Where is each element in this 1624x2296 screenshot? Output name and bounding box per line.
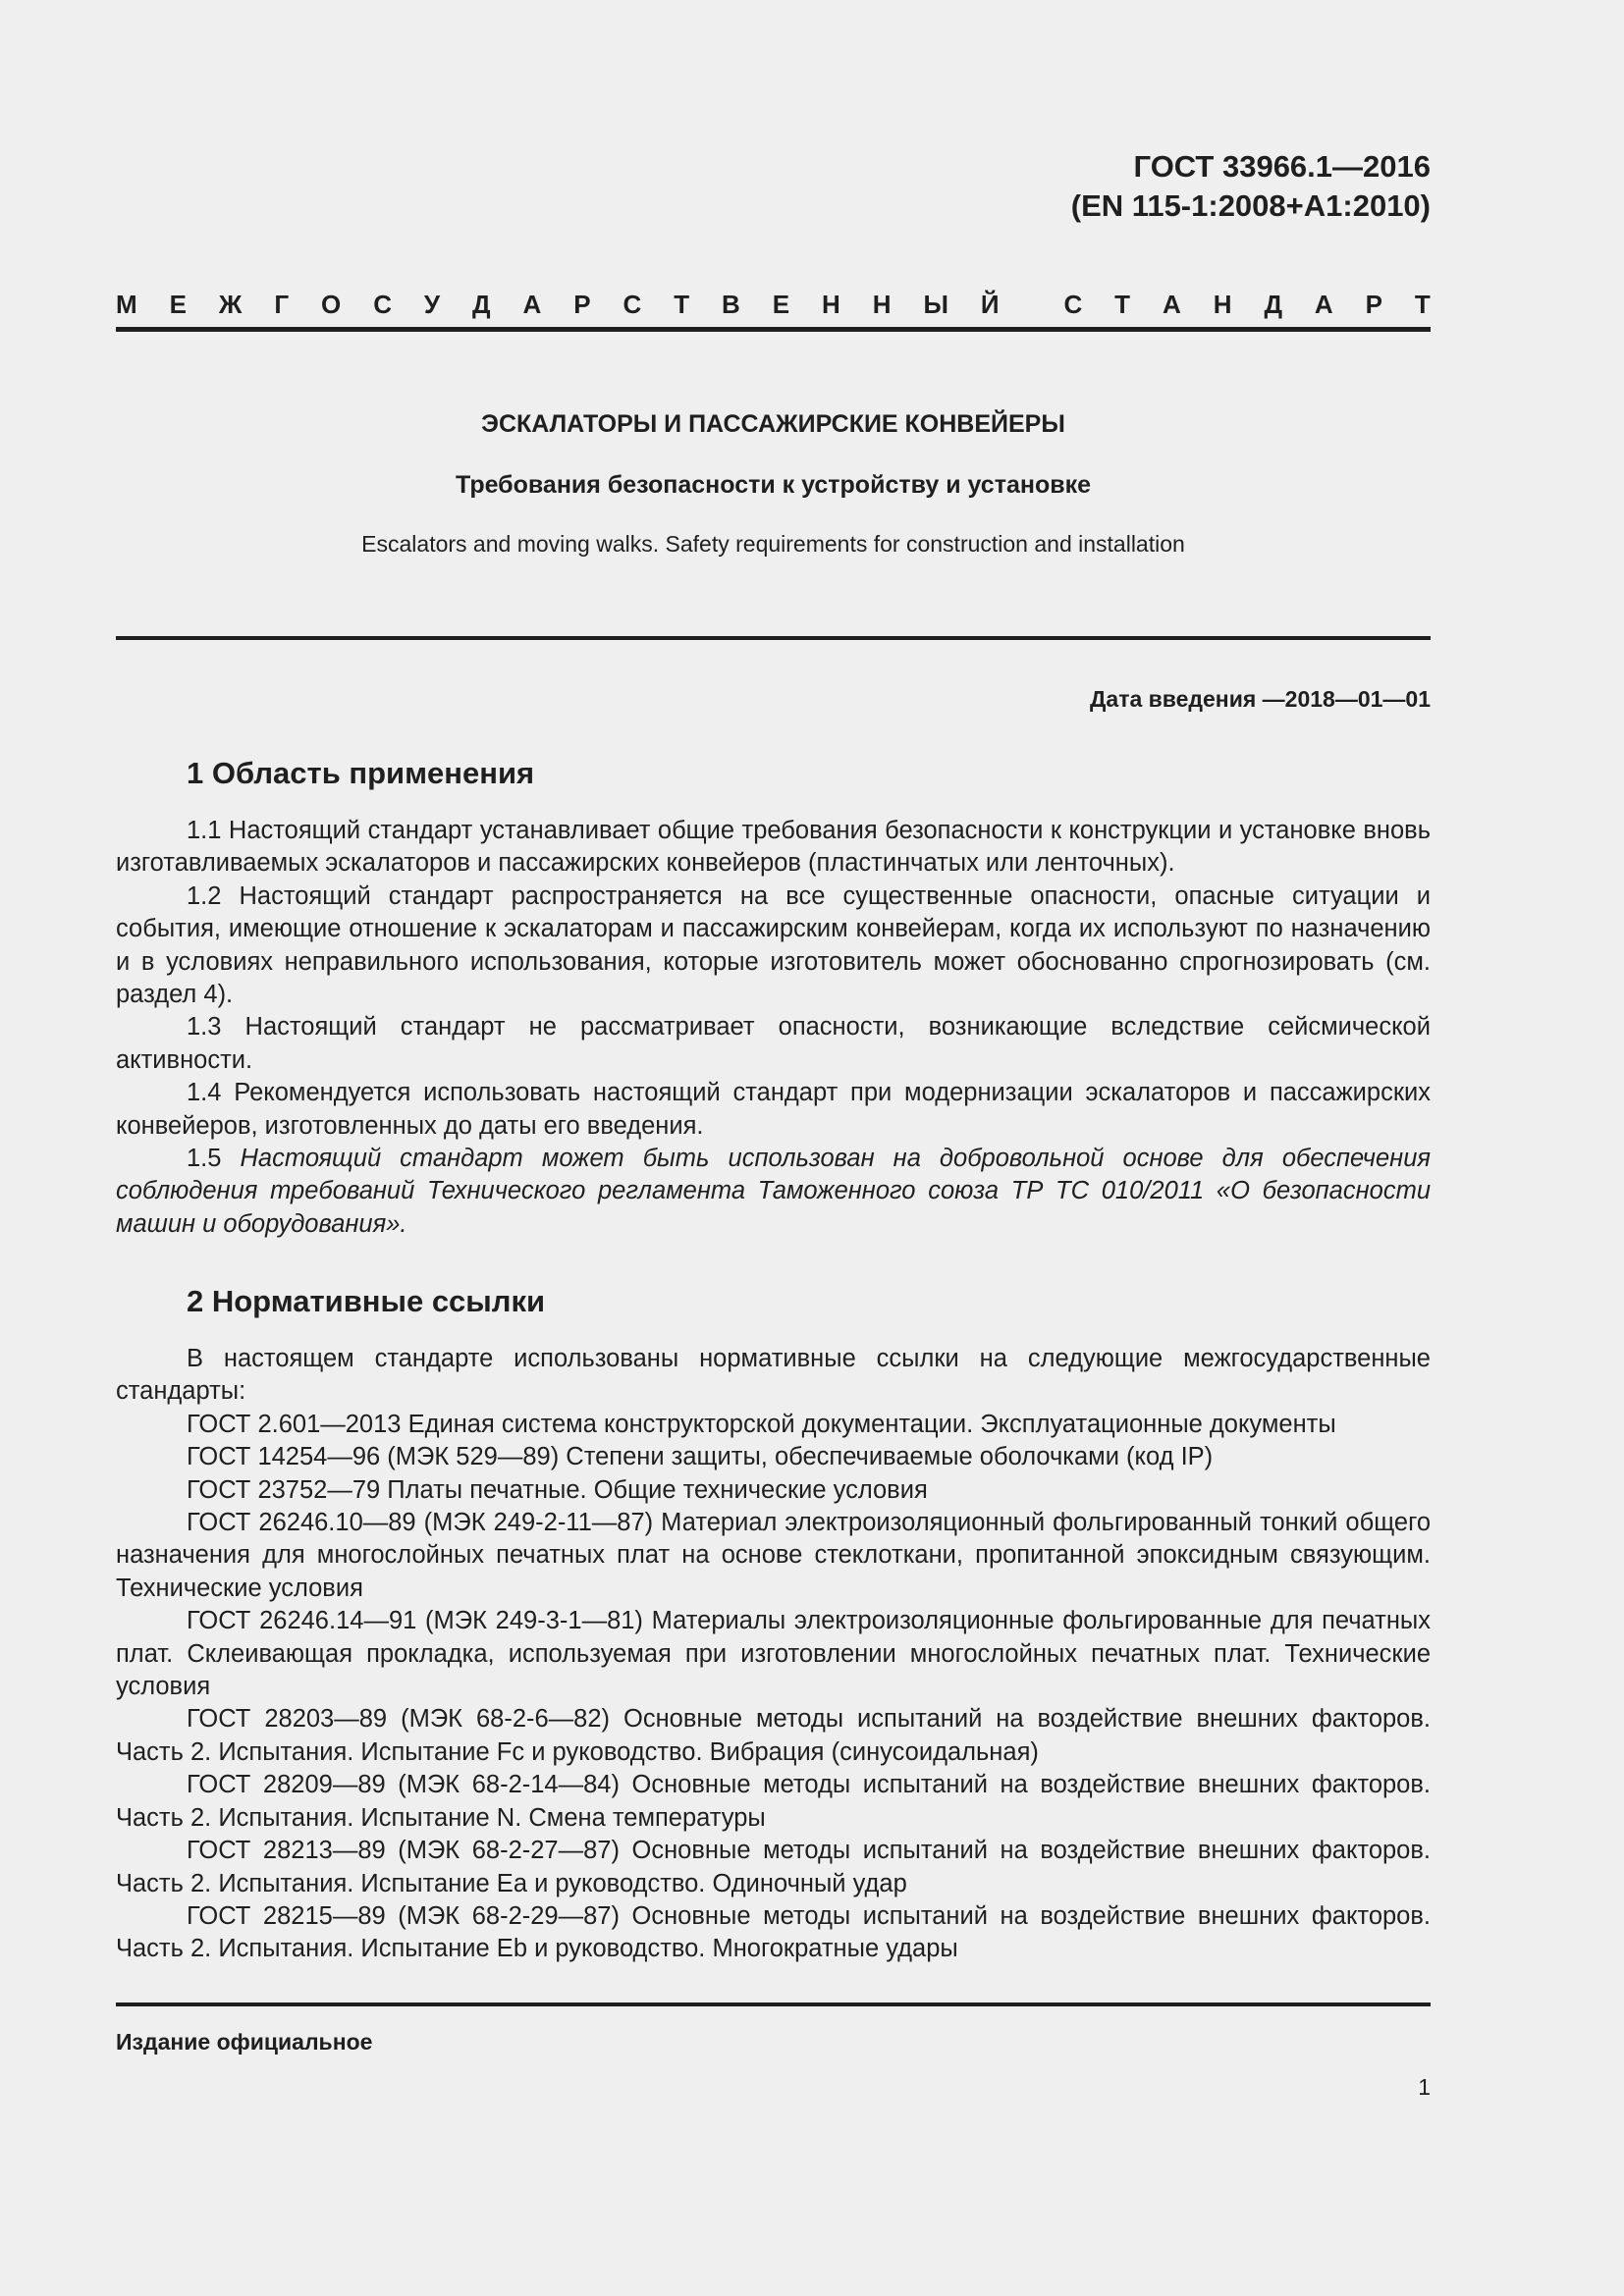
banner-letter: Н bbox=[872, 290, 892, 319]
section-2-body bbox=[116, 1343, 1431, 1966]
banner-letter: В bbox=[722, 290, 740, 319]
section-2-intro: В настоящем стандарте использованы нормативные ссылки на следующие межгосударственные стандарты: bbox=[116, 1345, 1431, 1406]
reference-item: ГОСТ 26246.14—91 (МЭК 249-3-1—81) Материалы электроизоляционные фольгированные для печатных плат. Склеивающая прокладка, используемая при изготовлении многослойных печатных плат. Технические условия bbox=[116, 1607, 1431, 1701]
section-2-heading: 2 Нормативные ссылки bbox=[187, 1284, 546, 1318]
paragraph-1-5 bbox=[116, 1143, 1431, 1241]
banner-letter: С bbox=[1063, 290, 1083, 319]
banner-letter: Т bbox=[1114, 290, 1131, 319]
english-title: Escalators and moving walks. Safety requirements for construction and installation bbox=[361, 531, 1185, 557]
banner-letter: У bbox=[423, 290, 441, 319]
introduction-date: Дата введения —2018—01—01 bbox=[1090, 686, 1431, 712]
standard-number-gost: ГОСТ 33966.1—2016 bbox=[1133, 149, 1431, 184]
standard-number-en: (EN 115-1:2008+A1:2010) bbox=[1070, 188, 1431, 223]
banner-letter: С bbox=[373, 290, 392, 319]
banner-letter: Г bbox=[274, 290, 290, 319]
banner-letter: А bbox=[1314, 290, 1333, 319]
banner-letter: Е bbox=[169, 290, 187, 319]
banner-letter: А bbox=[522, 290, 542, 319]
paragraph-1-5-number: 1.5 bbox=[187, 1145, 222, 1173]
paragraph-1-5-text: Настоящий стандарт может быть использован на добровольной основе для обеспечения соблюдения требований Технического регламента Таможенного союза ТР ТС 010/2011 «О безопасности машин и оборудования». bbox=[116, 1145, 1431, 1238]
banner-letter: Е bbox=[772, 290, 790, 319]
banner-letter: Ж bbox=[218, 290, 243, 319]
reference-item: ГОСТ 26246.10—89 (МЭК 249-2-11—87) Материал электроизоляционный фольгированный тонкий общего назначения для многослойных печатных плат на основе стеклоткани, пропитанной эпоксидным связующим. Технические условия bbox=[116, 1509, 1431, 1602]
reference-item: ГОСТ 14254—96 (МЭК 529—89) Степени защиты, обеспечиваемые оболочками (код IP) bbox=[187, 1443, 1214, 1471]
banner-letter: Р bbox=[1365, 290, 1382, 319]
interstate-standard-banner bbox=[116, 285, 1431, 324]
paragraph-1-3: 1.3 Настоящий стандарт не рассматривает опасности, возникающие вследствие сейсмической активности. bbox=[116, 1013, 1431, 1074]
banner-letter: М bbox=[116, 290, 137, 319]
reference-item: ГОСТ 23752—79 Платы печатные. Общие технические условия bbox=[187, 1475, 928, 1504]
banner-letter: О bbox=[321, 290, 342, 319]
paragraph-1-4: 1.4 Рекомендуется использовать настоящий стандарт при модернизации эскалаторов и пассажирских конвейеров, изготовленных до даты его введения. bbox=[116, 1079, 1431, 1140]
banner-letter: Н bbox=[1213, 290, 1232, 319]
banner-letter: Р bbox=[573, 290, 591, 319]
paragraph-1-1: 1.1 Настоящий стандарт устанавливает общие требования безопасности к конструкции и установке вновь изготавливаемых эскалаторов и пассажирских конвейеров (пластинчатых или ленточных). bbox=[116, 817, 1431, 878]
reference-item: ГОСТ 28203—89 (МЭК 68-2-6—82) Основные методы испытаний на воздействие внешних факторов. Часть 2. Испытания. Испытание Fc и руководство. Вибрация (синусоидальная) bbox=[116, 1705, 1431, 1766]
banner-letter: Д bbox=[472, 290, 491, 319]
document-subtitle: Требования безопасности к устройству и установке bbox=[456, 471, 1091, 499]
banner-letter: Т bbox=[674, 290, 690, 319]
banner-letter: Т bbox=[1414, 290, 1431, 319]
banner-letter: Й bbox=[980, 290, 1000, 319]
reference-item: ГОСТ 28213—89 (МЭК 68-2-27—87) Основные методы испытаний на воздействие внешних факторов. Часть 2. Испытания. Испытание Ea и руководство. Одиночный удар bbox=[116, 1837, 1431, 1897]
reference-item: ГОСТ 2.601—2013 Единая система конструкторской документации. Эксплуатационные документы bbox=[187, 1410, 1336, 1438]
footer-divider bbox=[116, 2002, 1431, 2006]
reference-item: ГОСТ 28209—89 (МЭК 68-2-14—84) Основные методы испытаний на воздействие внешних факторов. Часть 2. Испытания. Испытание N. Смена температуры bbox=[116, 1771, 1431, 1832]
banner-letter: Ы bbox=[923, 290, 948, 319]
standard-number bbox=[1071, 147, 1431, 226]
banner-letter: Д bbox=[1264, 290, 1282, 319]
title-block bbox=[116, 404, 1431, 563]
reference-item: ГОСТ 28215—89 (МЭК 68-2-29—87) Основные методы испытаний на воздействие внешних факторов. Часть 2. Испытания. Испытание Eb и руководство. Многократные удары bbox=[116, 1901, 1431, 1963]
section-1-body bbox=[116, 815, 1431, 1241]
banner-letter: Н bbox=[822, 290, 840, 319]
section-1-heading: 1 Область применения bbox=[187, 756, 535, 790]
page-number: 1 bbox=[1418, 2074, 1431, 2100]
banner-letter: С bbox=[623, 290, 642, 319]
document-title: ЭСКАЛАТОРЫ И ПАССАЖИРСКИЕ КОНВЕЙЕРЫ bbox=[481, 410, 1065, 438]
banner-divider bbox=[116, 327, 1431, 332]
paragraph-1-2: 1.2 Настоящий стандарт распространяется на все существенные опасности, опасные ситуации и события, имеющие отношение к эскалаторам и пассажирским конвейерам, когда их используют по назначению и в условиях неправильного использования, которые изготовитель может обоснованно спрогнозировать (см. раздел 4). bbox=[116, 881, 1431, 1009]
title-divider bbox=[116, 636, 1431, 640]
banner-letter: А bbox=[1163, 290, 1181, 319]
official-edition-label: Издание официальное bbox=[116, 2029, 373, 2055]
